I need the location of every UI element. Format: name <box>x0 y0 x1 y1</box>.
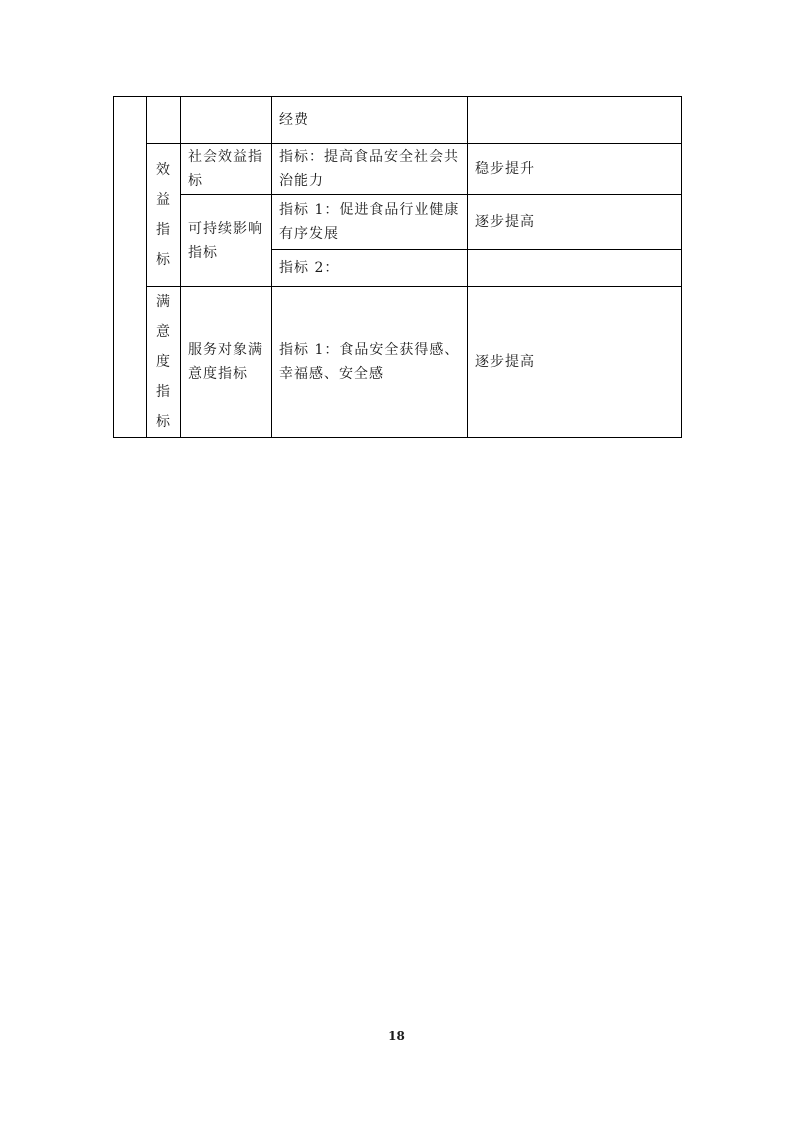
indicator-value-cell <box>468 97 682 144</box>
sustainable-impact-value-2 <box>468 250 682 287</box>
indicator-cell: 经费 <box>272 97 468 144</box>
sustainable-impact-indicator-1: 指标 1：促进食品行业健康有序发展 <box>272 195 468 250</box>
satisfaction-category-cell <box>147 287 181 438</box>
benefit-category-cell <box>147 144 181 287</box>
table-row <box>114 287 682 438</box>
table-row <box>114 144 682 195</box>
sustainable-impact-indicator-2: 指标 2： <box>272 250 468 287</box>
satisfaction-category-label: 满意度指标 <box>156 294 171 430</box>
social-benefit-value: 稳步提升 <box>468 144 682 195</box>
table-row <box>114 195 682 250</box>
satisfaction-value: 逐步提高 <box>468 287 682 438</box>
benefit-category-label: 效益指标 <box>156 162 171 268</box>
satisfaction-indicator: 指标 1：食品安全获得感、幸福感、安全感 <box>272 287 468 438</box>
level1-category-cell <box>147 97 181 144</box>
social-benefit-subcategory: 社会效益指标 <box>181 144 272 195</box>
social-benefit-indicator: 指标：提高食品安全社会共治能力 <box>272 144 468 195</box>
level2-category-cell <box>181 97 272 144</box>
performance-indicator-table <box>113 96 682 438</box>
page-number: 18 <box>388 1029 405 1043</box>
sustainable-impact-value-1: 逐步提高 <box>468 195 682 250</box>
sustainable-impact-subcategory: 可持续影响指标 <box>181 195 272 287</box>
outer-category-cell <box>114 97 147 438</box>
table-row <box>114 97 682 144</box>
satisfaction-subcategory: 服务对象满意度指标 <box>181 287 272 438</box>
